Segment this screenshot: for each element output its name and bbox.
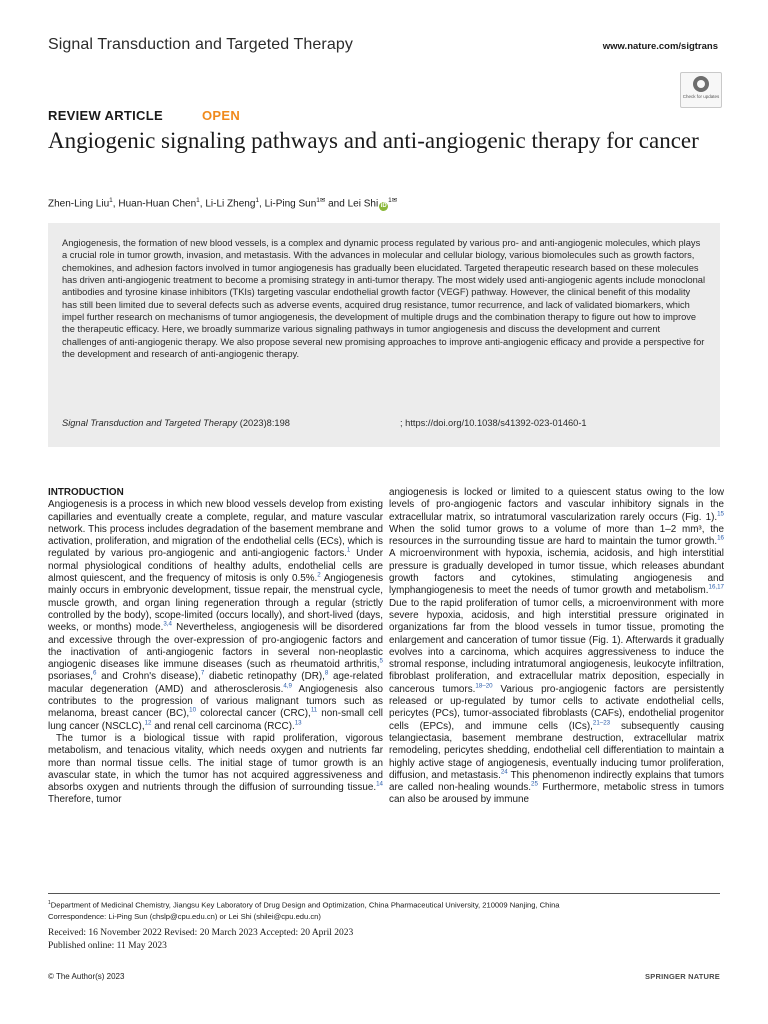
received-revised-accepted: Received: 16 November 2022 Revised: 20 March 2023 Accepted: 20 April 2023 (48, 928, 354, 938)
published-online: Published online: 11 May 2023 (48, 941, 167, 951)
reference-link[interactable]: 4,9 (283, 682, 292, 690)
reference-link[interactable]: 11 (310, 707, 318, 715)
footnote (48, 898, 720, 923)
author-list (48, 196, 397, 211)
author-name[interactable]: Li-Li Zheng (205, 198, 256, 210)
copyright: © The Author(s) 2023 (48, 972, 125, 981)
journal-url-link[interactable]: www.nature.com/sigtrans (602, 41, 718, 52)
author-separator: , (259, 198, 265, 210)
author-name[interactable]: Huan-Huan Chen (118, 198, 197, 210)
reference-link[interactable]: 10 (189, 707, 197, 715)
reference-link[interactable]: 21–23 (592, 719, 611, 727)
author-name[interactable]: Lei Shi (347, 198, 379, 210)
author-affiliation-mark: 1✉ (388, 197, 398, 204)
right-column-paragraphs (389, 487, 724, 807)
journal-name: Signal Transduction and Targeted Therapy (48, 36, 353, 53)
reference-link[interactable]: 14 (376, 780, 383, 788)
body-column-left (48, 487, 383, 807)
affiliation: $^1$Department of Medicinal Chemistry, Jiangsu Key Laboratory of Drug Design and Optimization, China Pharmaceutical University, 210009 Nanjing, China (48, 900, 560, 910)
body-column-right (389, 487, 724, 807)
orcid-icon[interactable]: iD (380, 203, 387, 210)
author-affiliation-mark: 1 (196, 197, 200, 204)
author-separator: and (325, 198, 348, 210)
abstract-text: Angiogenesis, the formation of new blood vessels, is a complex and dynamic process regulated by various pro- and anti-angiogenic molecules, which plays a crucial role in tumor growth, invasion, and metastasis. With the advances in molecular and cellular biology, various biomolecules such as growth factors, chemokines, and adhesion factors involved in tumor angiogenesis has gradually been elucidated. Targeted therapeutic research based on these molecules has driven anti-angiogenic treatment to become a promising strategy in anti-tumor therapy. The most widely used anti-angiogenic agents include monoclonal antibodies and tyrosine kinase inhibitors (TKIs) targeting vascular endothelial growth factor (VEGF) pathway. However, the clinical benefit of this modality has still been limited due to several defects such as adverse events, acquired drug resistance, tumor recurrence, and lack of validated biomarkers, which impel further research on mechanisms of tumor angiogenesis, the development of multiple drugs and the combination therapy to figure out how to improve the therapeutic efficacy. Here, we broadly summarize various signaling pathways in tumor angiogenesis and discuss the development and current challenges of anti-angiogenic therapy. We also propose several new promising approaches to improve anti-angiogenic efficacy and provide a perspective for the development and research of anti-angiogenic therapy. (62, 238, 706, 360)
publication-dates (48, 927, 353, 953)
body-paragraph: The tumor is a biological tissue with rapid proliferation, vigorous metabolism, and tenacious vitality, which needs oxygen and nutrients far more than normal tissue cells. The initial stage of tumor growth is an avascular state, in which the tumor has not acquired aggressiveness and absorbs oxygen and nutrients through the diffusion of surrounding tissue.$^{14}$ Therefore, tumor (48, 732, 383, 806)
article-title: Angiogenic signaling pathways and anti-angiogenic therapy for cancer (48, 128, 699, 153)
reference-link[interactable]: 15 (717, 510, 724, 518)
author-affiliation-mark: 1✉ (316, 197, 326, 204)
check-updates-label: Check for updates (682, 94, 720, 99)
reference-link[interactable]: 24 (500, 768, 508, 776)
reference-link[interactable]: 16,17 (708, 584, 724, 592)
author-name[interactable]: Zhen-Ling Liu (48, 198, 110, 210)
reference-link[interactable]: 8 (324, 670, 329, 678)
left-column-paragraphs (48, 499, 383, 806)
footnote-divider (48, 893, 720, 894)
author-separator: , (112, 198, 119, 210)
reference-link[interactable]: 2 (317, 571, 321, 579)
reference-link[interactable]: 25 (531, 780, 538, 788)
section-heading-introduction: INTRODUCTION (48, 487, 124, 498)
body-paragraph: angiogenesis is locked or limited to a quiescent status owing to the low levels of pro-angiogenic factors and vascular inhibitory signals in the extracellular matrix, so intratumoral vascularization rarely occurs (Fig. 1).$^{15}$ When the solid tumor grows to a volume of more than 1–2 mm³, the resources in the surrounding tissue are hard to maintain the tumor growth.$^{16}$ A microenvironment with hypoxia, ischemia, acidosis, and high interstitial pressure is gradually developed in tumor tissue, which releases abundant growth factors and cytokines, stimulating angiogenesis and lymphangiogenesis to meet the needs of tumor growth and metabolism.$^{16,17}$ Due to the rapid proliferation of tumor cells, a microenvironment with more severe hypoxia, acidosis, and high interstitial pressure originated in organizations far from the blood vessels in tumor tissue, promoting the enlargement and canceration of tumor tissue (Fig. 1). Afterwards it gradually evolves into a carcinoma, which acquires aggressiveness to induce the stromal response, including intratumoral angiogenesis, leukocyte infiltration, fibroblast proliferation, and extracellular matrix deposition, especially in cancerous tumors.$^{18-20}$ Various pro-angiogenic factors are persistently released or up-regulated by tumor cells to activate endothelial cells, pericytes (PCs), tumor-associated fibroblasts (CAFs), endothelial progenitor cells (EPCs), and immune cells (ICs),$^{21-23}$ subsequently causing telangiectasia, basement membrane destruction, extracellular matrix remodeling, pericytes shedding, endothelial cell differentiation to maintain a highly active stage of angiogenesis, eventually inducing tumor proliferation, diffusion, and metastasis.$^{24}$ This phenomenon indirectly explains that tumors are called non-healing wounds.$^{25}$ Furthermore, metabolic stress in tumors can also be aroused by immune (389, 487, 724, 806)
citation-volume: (2023)8:198 (237, 418, 290, 428)
reference-link[interactable]: 7 (200, 670, 205, 678)
reference-link[interactable]: 18–20 (475, 682, 493, 690)
article-type-label: REVIEW ARTICLE (48, 108, 163, 123)
check-updates-icon (693, 76, 709, 92)
author-separator: , (199, 198, 206, 210)
reference-link[interactable]: 16 (717, 534, 724, 542)
reference-link[interactable]: 1 (346, 547, 351, 555)
citation-journal: Signal Transduction and Targeted Therapy (62, 418, 238, 428)
check-for-updates-badge[interactable] (680, 72, 722, 108)
reference-link[interactable]: 3,4 (163, 620, 172, 628)
body-paragraph: Angiogenesis is a process in which new blood vessels develop from existing capillaries and eventually create a complete, regular, and mature vascular network. This process includes degradation of the basement membrane and activation, proliferation, and migration of the endothelial cells (ECs), which is regulated by various pro-angiogenic and anti-angiogenic factors.$^1$ Under normal physiological conditions of healthy adults, endothelial cells are almost quiescent, and the frequency of mitosis is only 0.5%.$^2$ Angiogenesis mainly occurs in embryonic development, tissue repair, the menstrual cycle, muscle growth, and organ lining regeneration through a regular (strictly controlled by the body), scope-limited (occurs locally), and short-lived (days, weeks, or months) mode.$^{3,4}$ Nevertheless, angiogenesis will be disordered and excessive through the over-expression of pro-angiogenic factors and the inactivation of anti-angiogenic factors in several non-neoplastic angiogenic diseases like immune diseases (such as rheumatoid arthritis,$^5$ psoriases,$^6$ and Crohn's disease),$^7$ diabetic retinopathy (DR),$^8$ age-related macular degeneration (AMD) and atherosclerosis.$^{4,9}$ Angiogenesis also contributes to the progression of various malignant tumors such as melanoma, breast cancer (BC),$^{10}$ colorectal cancer (CRC),$^{11}$ non-small cell lung cancer (NSCLC),$^{12}$ and renal cell carcinoma (RCC).$^{13}$ (48, 499, 384, 732)
reference-link[interactable]: 6 (93, 670, 97, 678)
author-name[interactable]: Li-Ping Sun (264, 198, 317, 210)
publisher-logo: SPRINGER NATURE (645, 972, 720, 981)
doi-link[interactable]: ; https://doi.org/10.1038/s41392-023-01460-1 (400, 418, 587, 428)
open-access-label: OPEN (202, 108, 241, 123)
reference-link[interactable]: 5 (379, 657, 383, 665)
citation (62, 418, 290, 428)
correspondence: Correspondence: Li-Ping Sun (chslp@cpu.edu.cn) or Lei Shi (shilei@cpu.edu.cn) (48, 912, 321, 922)
reference-link[interactable]: 12 (144, 719, 152, 727)
reference-link[interactable]: 13 (294, 719, 302, 727)
author-affiliation-mark: 1 (255, 197, 260, 204)
author-affiliation-mark: 1 (109, 197, 113, 204)
